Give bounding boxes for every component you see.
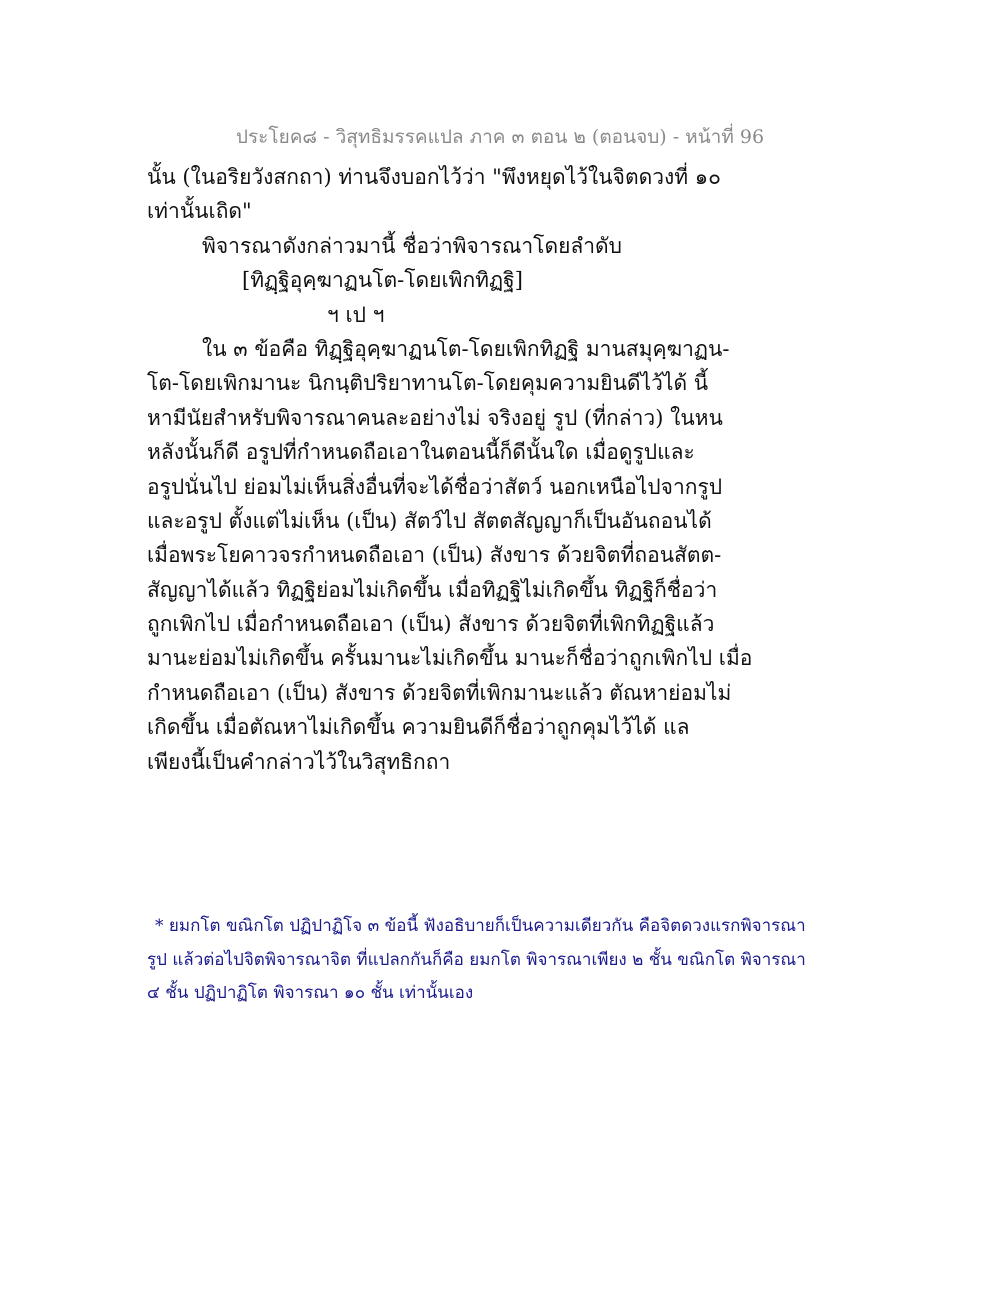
body-line: มานะย่อมไม่เกิดขึ้น ครั้นมานะไม่เกิดขึ้น มานะก็ชื่อว่าถูกเพิกไป เมื่อ bbox=[147, 646, 753, 671]
body-line: พิจารณาดังกล่าวมานี้ ชื่อว่าพิจารณาโดยลำดับ bbox=[202, 233, 623, 258]
omission-marker: ฯ เป ฯ bbox=[327, 302, 385, 327]
body-line: เท่านั้นเถิด" bbox=[147, 199, 252, 224]
body-line: ถูกเพิกไป เมื่อกำหนดถือเอา (เป็น) สังขาร ด้วยจิตที่เพิกทิฏฐิแล้ว bbox=[147, 612, 715, 637]
body-line: หลังนั้นก็ดี อรูปที่กำหนดถือเอาในตอนนี้ก็ดีนั้นใด เมื่อดูรูปและ bbox=[147, 440, 695, 465]
body-line: สัญญาได้แล้ว ทิฏฐิย่อมไม่เกิดขึ้น เมื่อทิฏฐิไม่เกิดขึ้น ทิฏฐิก็ชื่อว่า bbox=[147, 577, 718, 602]
section-heading: [ทิฏฺฐิอุคฺฆาฏนโต-โดยเพิกทิฏฐิ] bbox=[242, 268, 523, 293]
body-line: และอรูป ตั้งแต่ไม่เห็น (เป็น) สัตว์ไป สัตตสัญญาก็เป็นอันถอนได้ bbox=[147, 508, 712, 533]
body-line: นั้น (ในอริยวังสกถา) ท่านจึงบอกไว้ว่า "พึงหยุดไว้ในจิตดวงที่ ๑๐ bbox=[147, 165, 721, 189]
body-line: อรูปนั่นไป ย่อมไม่เห็นสิ่งอื่นที่จะได้ชื่อว่าสัตว์ นอกเหนือไปจากรูป bbox=[147, 474, 723, 499]
body-line: หามีนัยสำหรับพิจารณาคนละอย่างไม่ จริงอยู่ รูป (ที่กล่าว) ในหน bbox=[147, 405, 723, 430]
footnote-line: * ยมกโต ขณิกโต ปฏิปาฏิโจ ๓ ข้อนี้ ฟังอธิบายก็เป็นความเดียวกัน คือจิตดวงแรกพิจารณา bbox=[155, 916, 806, 936]
footnote bbox=[147, 910, 867, 1011]
body-line: กำหนดถือเอา (เป็น) สังขาร ด้วยจิตที่เพิกมานะแล้ว ตัณหาย่อมไม่ bbox=[147, 680, 732, 705]
body-line: โต-โดยเพิกมานะ นิกนฺติปริยาทานโต-โดยคุมความยินดีไว้ได้ นี้ bbox=[147, 371, 709, 396]
body-line: เกิดขึ้น เมื่อตัณหาไม่เกิดขึ้น ความยินดีก็ชื่อว่าถูกคุมไว้ได้ แล bbox=[147, 715, 690, 740]
footnote-line: ๔ ชั้น ปฏิปาฏิโต พิจารณา ๑๐ ชั้น เท่านั้นเอง bbox=[147, 983, 474, 1003]
running-header: ประโยค๘ - วิสุทธิมรรคแปล ภาค ๓ ตอน ๒ (ตอนจบ) - หน้าที่ 96 bbox=[235, 126, 765, 148]
body-line: เพียงนี้เป็นคำกล่าวไว้ในวิสุทธิกถา bbox=[147, 749, 451, 774]
body-text bbox=[147, 160, 867, 779]
footnote-line: รูป แล้วต่อไปจิตพิจารณาจิต ที่แปลกกันก็คือ ยมกโต พิจารณาเพียง ๒ ชั้น ขณิกโต พิจารณา bbox=[147, 949, 806, 970]
body-line: เมื่อพระโยคาวจรกำหนดถือเอา (เป็น) สังขาร ด้วยจิตที่ถอนสัตต- bbox=[147, 543, 722, 568]
body-line: ใน ๓ ข้อคือ ทิฏฺฐิอุคฺฆาฏนโต-โดยเพิกทิฏฐิ มานสมุคฺฆาฏน- bbox=[202, 336, 730, 361]
